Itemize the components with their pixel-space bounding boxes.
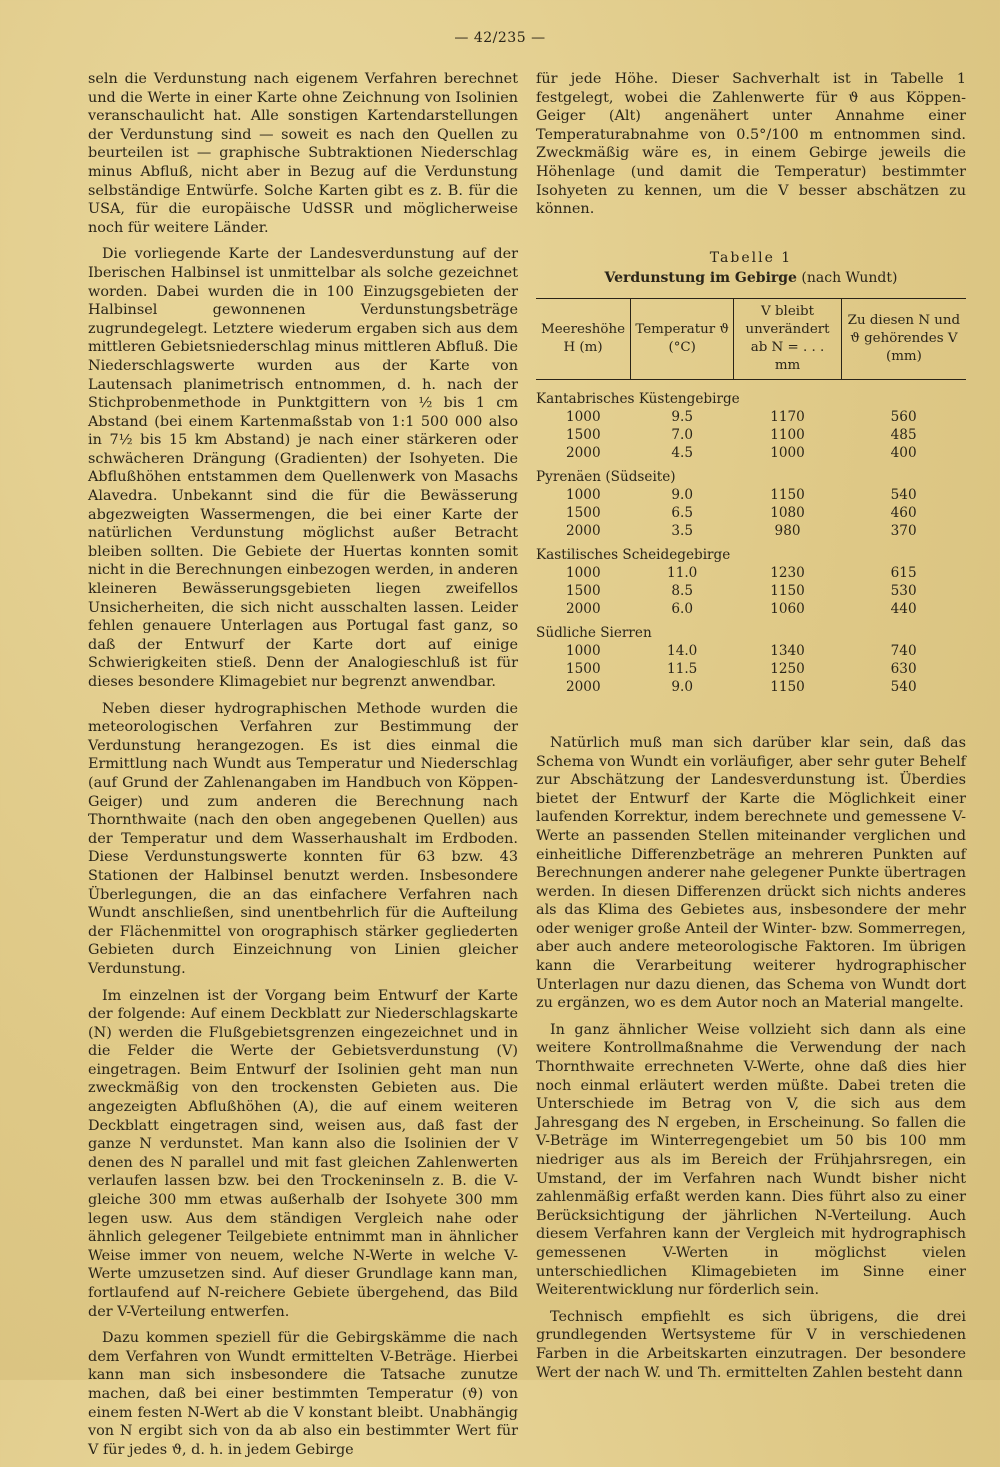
group-row (536, 379, 966, 408)
table-header-row (536, 298, 966, 379)
cell: 3.5 (671, 522, 693, 539)
cell: 460 (890, 504, 917, 521)
column-header-temperature: Temperatur ϑ (°C) (631, 298, 734, 379)
table-row (536, 522, 966, 540)
evaporation-table (536, 298, 966, 696)
paragraph: Die vorliegende Karte der Landesverdunstung auf der Iberischen Halbinsel ist unmittelbar als solche gezeichnet worden. Dabei wurden die in 100 Einzugsgebieten der Halbinsel gewonnenen Verdunstungsbeträge zugrundegelegt. Letztere wiederum ergaben sich aus dem mittleren Gebietsniederschlag minus mittleren Abfluß. Die Niederschlagswerte wurden aus der Karte von Lautensach planimetrisch entnommen, d. h. nach der Stichprobenmethode in Punktgittern von ½ bis 1 cm Abstand (bei einem Kartenmaßstab von 1:1 500 000 also in 7½ bis 15 km Abstand) je nach einer stärkeren oder schwächeren Drängung (Gradienten) der Isohyeten. Die Abflußhöhen entstammen dem Quellenwerk von Masachs Alavedra. Unbekannt sind die für die Bewässerung abgezweigten Wassermengen, die bei einer Karte der natürlichen Verdunstung möglichst außer Betracht bleiben sollten. Die Gebiete der Huertas konnten somit nicht in die Berechnungen einbezogen werden, in anderen kleineren Bewässerungsgebieten liegen zweifellos Unsicherheiten, die sich nicht ausschalten lassen. Leider fehlen genauere Unterlagen aus Portugal fast ganz, so daß der Entwurf der Karte dort auf einige Schwierigkeiten stieß. Denn der Analogieschluß ist für dieses besondere Klimagebiet nur begrenzt anwendbar. (88, 246, 518, 690)
cell: 1150 (770, 582, 805, 599)
cell: 1500 (566, 504, 601, 521)
cell: 400 (890, 444, 917, 461)
cell: 2000 (566, 522, 601, 539)
cell: 11.5 (667, 660, 698, 677)
cell: 540 (890, 678, 917, 695)
cell: 1000 (566, 486, 601, 503)
cell: 6.5 (671, 504, 693, 521)
table-row (536, 642, 966, 660)
cell: 540 (890, 486, 917, 503)
table-row (536, 444, 966, 462)
page-number: — 42/235 — (454, 30, 546, 46)
cell: 560 (890, 408, 917, 425)
cell: 2000 (566, 678, 601, 695)
table-title-main: Verdunstung im Gebirge (604, 270, 797, 287)
cell: 740 (890, 642, 917, 659)
group-row (536, 540, 966, 564)
right-column (536, 70, 966, 1390)
cell: 2000 (566, 444, 601, 461)
table-row (536, 426, 966, 444)
cell: 1000 (566, 564, 601, 581)
cell: 1500 (566, 582, 601, 599)
table-row (536, 678, 966, 696)
table-label: Tabelle 1 (709, 249, 793, 266)
group-name: Kastilisches Scheidegebirge (536, 546, 731, 563)
cell: 1340 (770, 642, 805, 659)
table-row (536, 600, 966, 618)
cell: 6.0 (671, 600, 693, 617)
column-header-v-value: Zu diesen N und ϑ gehörendes V (mm) (841, 298, 966, 379)
cell: 8.5 (671, 582, 693, 599)
table-row (536, 564, 966, 582)
paragraph: In ganz ähnlicher Weise vollzieht sich dann als eine weitere Kontrollmaßnahme die Verwendung der nach Thornthwaite errechneten V-Werte, ohne daß dies hier noch einmal erläutert werden müßte. Dabei treten die Unterschiede im Betrag von V, die sich aus dem Jahresgang des N ergeben, in Erscheinung. So fallen die V-Beträge im Winterregengebiet um 50 bis 100 mm niedriger aus als im Bereich der Frühjahrsregen, ein Umstand, der im Verfahren nach Wundt bisher nicht zahlenmäßig erfaßt werden kann. Dies führt also zu einer Berücksichtigung der jährlichen N-Verteilung. Auch diesem Verfahren kann der Vergleich mit hydrographisch gemessenen V-Werten in möglichst vielen unterschiedlichen Klimagebieten im Sinne einer Weiterentwicklung nur förderlich sein. (536, 1021, 966, 1299)
table-1 (536, 249, 966, 696)
cell: 1500 (566, 660, 601, 677)
cell: 1230 (770, 564, 805, 581)
cell: 14.0 (667, 642, 698, 659)
cell: 980 (774, 522, 801, 539)
paragraph: Dazu kommen speziell für die Gebirgskämme die nach dem Verfahren von Wundt ermittelten V-Beträge. Hierbei kann man sich insbesondere die Tatsache zunutze machen, daß bei einer bestimmten Temperatur (ϑ) von einem festen N-Wert ab die V konstant bleibt. Unabhängig von N ergibt sich von da ab also ein bestimmter Wert für V für jedes ϑ, d. h. in jedem Gebirge (88, 1330, 518, 1458)
paragraph: Im einzelnen ist der Vorgang beim Entwurf der Karte der folgende: Auf einem Deckblatt zur Niederschlagskarte (N) werden die Flußgebietsgrenzen eingezeichnet und in die Felder die Werte der Gebietsverdunstung (V) eingetragen. Beim Entwurf der Isolinien geht man nun zweckmäßig von den trockensten Gebieten aus. Die angezeigten Abflußhöhen (A), die auf einem weiteren Deckblatt eingetragen sind, weisen aus, daß fast der ganze N verdunstet. Man kann also die Isolinien der V denen des N parallel und mit fast gleichen Zahlenwerten verlaufen lassen bzw. bei den Trockeninseln z. B. die V-gleiche 300 mm etwas außerhalb der Isohyete 300 mm legen usw. Aus dem ständigen Vergleich nahe oder ähnlich gelegener Teilgebiete entnimmt man in ähnlicher Weise immer von neuem, welche N-Werte in welche V-Werte umzusetzen sind. Auf dieser Grundlage kann man, fortlaufend auf N-reichere Gebiete übergehend, das Bild der V-Verteilung entwerfen. (88, 987, 518, 1320)
cell: 2000 (566, 600, 601, 617)
cell: 1000 (566, 408, 601, 425)
cell: 370 (890, 522, 917, 539)
left-column (88, 70, 518, 1467)
cell: 1150 (770, 486, 805, 503)
table-row (536, 486, 966, 504)
table-title-suffix: (nach Wundt) (801, 270, 898, 287)
cell: 485 (890, 426, 917, 443)
group-name: Kantabrisches Küstengebirge (536, 390, 740, 407)
group-row (536, 618, 966, 642)
cell: 1000 (566, 642, 601, 659)
paragraph: seln die Verdunstung nach eigenem Verfahren berechnet und die Werte in einer Karte ohne Zeichnung von Isolinien veranschaulicht hat. Alle sonstigen Kartendarstellungen der Verdunstung sind — soweit es nach den Quellen zu beurteilen ist — graphische Subtraktionen Niederschlag minus Abfluß, nicht aber in Bezug auf die Verdunstung selbständige Entwürfe. Solche Karten gibt es z. B. für die USA, für die europäische UdSSR und möglicherweise noch für weitere Länder. (88, 71, 518, 236)
cell: 615 (890, 564, 917, 581)
cell: 1000 (770, 444, 805, 461)
column-header-v-constant: V bleibt unverändert ab N = . . . mm (734, 298, 842, 379)
cell: 9.0 (671, 678, 693, 695)
cell: 1060 (770, 600, 805, 617)
paragraph: Neben dieser hydrographischen Methode wurden die meteorologischen Verfahren zur Bestimmung der Verdunstung herangezogen. Es ist dies einmal die Ermittlung nach Wundt aus Temperatur und Niederschlag (auf Grund der Zahlenangaben im Handbuch von Köppen-Geiger) und zum anderen die Berechnung nach Thornthwaite (nach den oben angegebenen Quellen) aus der Temperatur und dem Wasserhaushalt im Erdboden. Diese Verdunstungswerte konnten für 63 bzw. 43 Stationen der Halbinsel benutzt werden. Insbesondere Überlegungen, die an das einfachere Verfahren nach Wundt anschließen, sind unentbehrlich für die Aufteilung der Flächenmittel von orographisch stärker gegliederten Gebieten durch Einzeichnung von Linien gleicher Verdunstung. (88, 700, 518, 977)
cell: 630 (890, 660, 917, 677)
cell: 530 (890, 582, 917, 599)
cell: 9.0 (671, 486, 693, 503)
cell: 440 (890, 600, 917, 617)
cell: 1150 (770, 678, 805, 695)
group-row (536, 462, 966, 486)
table-row (536, 408, 966, 426)
table-row (536, 660, 966, 678)
paragraph: Technisch empfiehlt es sich übrigens, die drei grundlegenden Wertsysteme für V in verschiedenen Farben in die Arbeitskarten einzutragen. Der besondere Wert der nach W. und Th. ermittelten Zahlen besteht dann (536, 1308, 966, 1381)
cell: 11.0 (667, 564, 698, 581)
table-title (536, 269, 966, 288)
group-name: Südliche Sierren (536, 624, 652, 641)
cell: 1500 (566, 426, 601, 443)
paragraph: für jede Höhe. Dieser Sachverhalt ist in Tabelle 1 festgelegt, wobei die Zahlenwerte für ϑ aus Köppen-Geiger (Alt) angenähert unter Annahme einer Temperaturabnahme von 0.5°/100 m entnommen sind. Zweckmäßig wäre es, in einem Gebirge jeweils die Höhenlage (und damit die Temperatur) bestimmter Isohyeten zu kennen, um die V besser abschätzen zu können. (536, 71, 966, 218)
cell: 1080 (770, 504, 805, 521)
cell: 1170 (770, 408, 805, 425)
cell: 1250 (770, 660, 805, 677)
table-row (536, 504, 966, 522)
cell: 4.5 (671, 444, 693, 461)
paragraph: Natürlich muß man sich darüber klar sein, daß das Schema von Wundt ein vorläufiger, aber sehr guter Behelf zur Abschätzung der Landesverdunstung ist. Überdies bietet der Entwurf der Karte die Möglichkeit einer laufenden Korrektur, indem berechnete und gemessene V-Werte an passenden Stellen miteinander verglichen und einheitliche Differenzbeträge an mehreren Punkten auf Berechnungen anderer nahe gelegener Punkte übertragen werden. In diesen Differenzen drückt sich nichts anderes als das Klima des Gebietes aus, insbesondere der mehr oder weniger große Anteil der Winter- bzw. Sommerregen, aber auch andere meteorologische Faktoren. Im übrigen kann die Verarbeitung weiterer hydrographischer Unterlagen nur dazu dienen, das Schema von Wundt dort zu ergänzen, wo es dem Autor noch an Material mangelte. (536, 734, 966, 1012)
cell: 7.0 (671, 426, 693, 443)
cell: 9.5 (671, 408, 693, 425)
column-header-height: Meereshöhe H (m) (536, 298, 631, 379)
cell: 1100 (770, 426, 805, 443)
group-name: Pyrenäen (Südseite) (536, 468, 676, 485)
table-row (536, 582, 966, 600)
